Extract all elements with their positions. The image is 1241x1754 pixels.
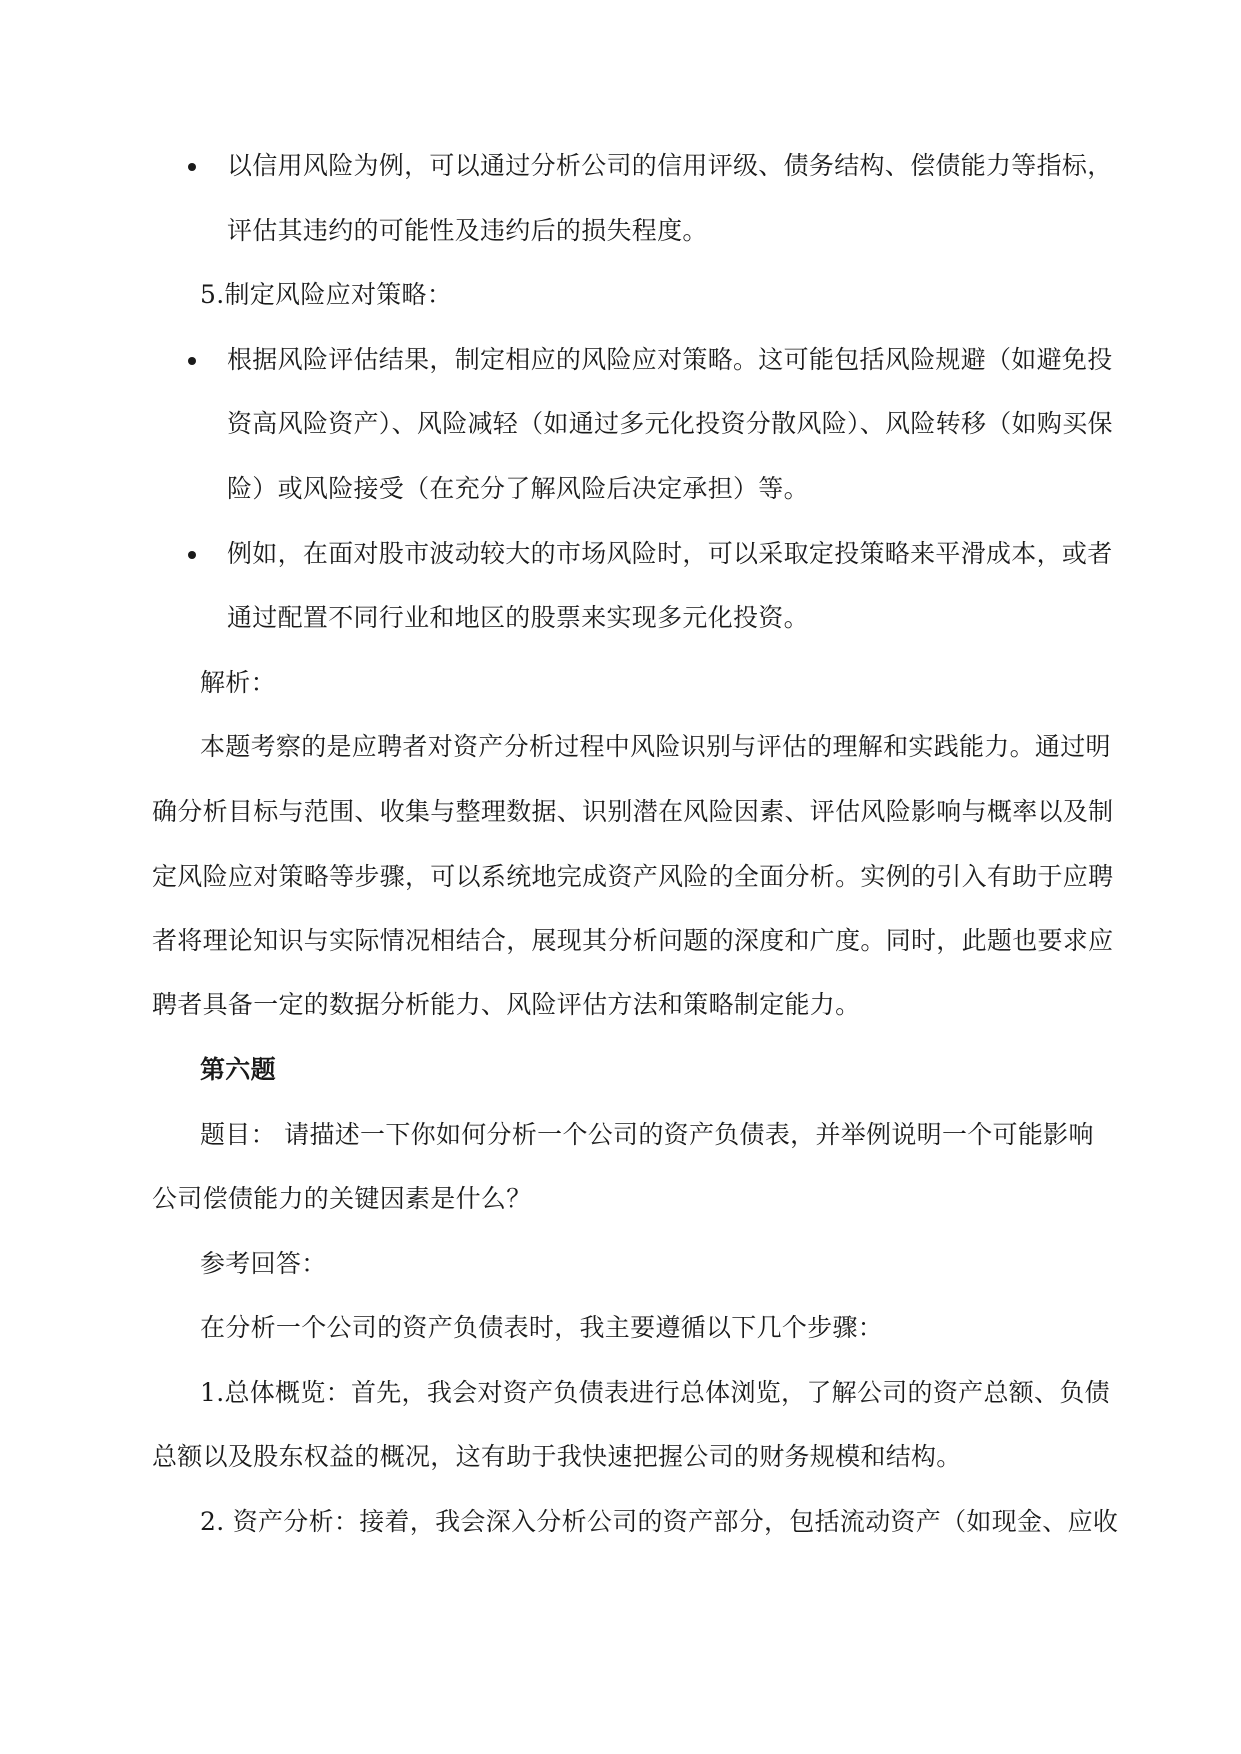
bullet-icon bbox=[188, 551, 196, 559]
bullet-2-line-3: 险）或风险接受（在充分了解风险后决定承担）等。 bbox=[227, 474, 809, 503]
question-6-line-1: 题目： 请描述一下你如何分析一个公司的资产负债表，并举例说明一个可能影响 bbox=[200, 1120, 1094, 1149]
reference-answer-label: 参考回答： bbox=[200, 1249, 327, 1278]
step-1-line-1: 1.总体概览：首先，我会对资产负债表进行总体浏览，了解公司的资产总额、负债 bbox=[200, 1378, 1110, 1407]
step-1-line-2: 总额以及股东权益的概况，这有助于我快速把握公司的财务规模和结构。 bbox=[152, 1442, 962, 1471]
bullet-icon bbox=[188, 357, 196, 365]
analysis-paragraph-line-4: 者将理论知识与实际情况相结合，展现其分析问题的深度和广度。同时，此题也要求应 bbox=[152, 926, 1114, 955]
analysis-label: 解析： bbox=[200, 668, 276, 697]
answer-intro: 在分析一个公司的资产负债表时，我主要遵循以下几个步骤： bbox=[200, 1313, 884, 1342]
analysis-paragraph-line-1: 本题考察的是应聘者对资产分析过程中风险识别与评估的理解和实践能力。通过明 bbox=[200, 732, 1111, 761]
question-6-heading: 第六题 bbox=[200, 1055, 276, 1084]
bullet-3-line-2: 通过配置不同行业和地区的股票来实现多元化投资。 bbox=[227, 603, 809, 632]
bullet-2-line-2: 资高风险资产）、风险减轻（如通过多元化投资分散风险）、风险转移（如购买保 bbox=[227, 409, 1113, 438]
bullet-2-line-1: 根据风险评估结果，制定相应的风险应对策略。这可能包括风险规避（如避免投 bbox=[227, 345, 1113, 374]
bullet-1-line-1: 以信用风险为例，可以通过分析公司的信用评级、债务结构、偿债能力等指标， bbox=[227, 151, 1113, 180]
step-2-line-1: 2. 资产分析：接着，我会深入分析公司的资产部分，包括流动资产（如现金、应收 bbox=[200, 1507, 1119, 1536]
bullet-1-line-2: 评估其违约的可能性及违约后的损失程度。 bbox=[227, 216, 708, 245]
bullet-3-line-1: 例如，在面对股市波动较大的市场风险时，可以采取定投策略来平滑成本，或者 bbox=[227, 539, 1113, 568]
analysis-paragraph-line-2: 确分析目标与范围、收集与整理数据、识别潜在风险因素、评估风险影响与概率以及制 bbox=[152, 797, 1114, 826]
analysis-paragraph-line-5: 聘者具备一定的数据分析能力、风险评估方法和策略制定能力。 bbox=[152, 990, 861, 1019]
step-5-heading: 5.制定风险应对策略： bbox=[200, 280, 453, 309]
question-6-line-2: 公司偿债能力的关键因素是什么？ bbox=[152, 1184, 532, 1213]
analysis-paragraph-line-3: 定风险应对策略等步骤，可以系统地完成资产风险的全面分析。实例的引入有助于应聘 bbox=[152, 862, 1114, 891]
bullet-icon bbox=[188, 163, 196, 171]
